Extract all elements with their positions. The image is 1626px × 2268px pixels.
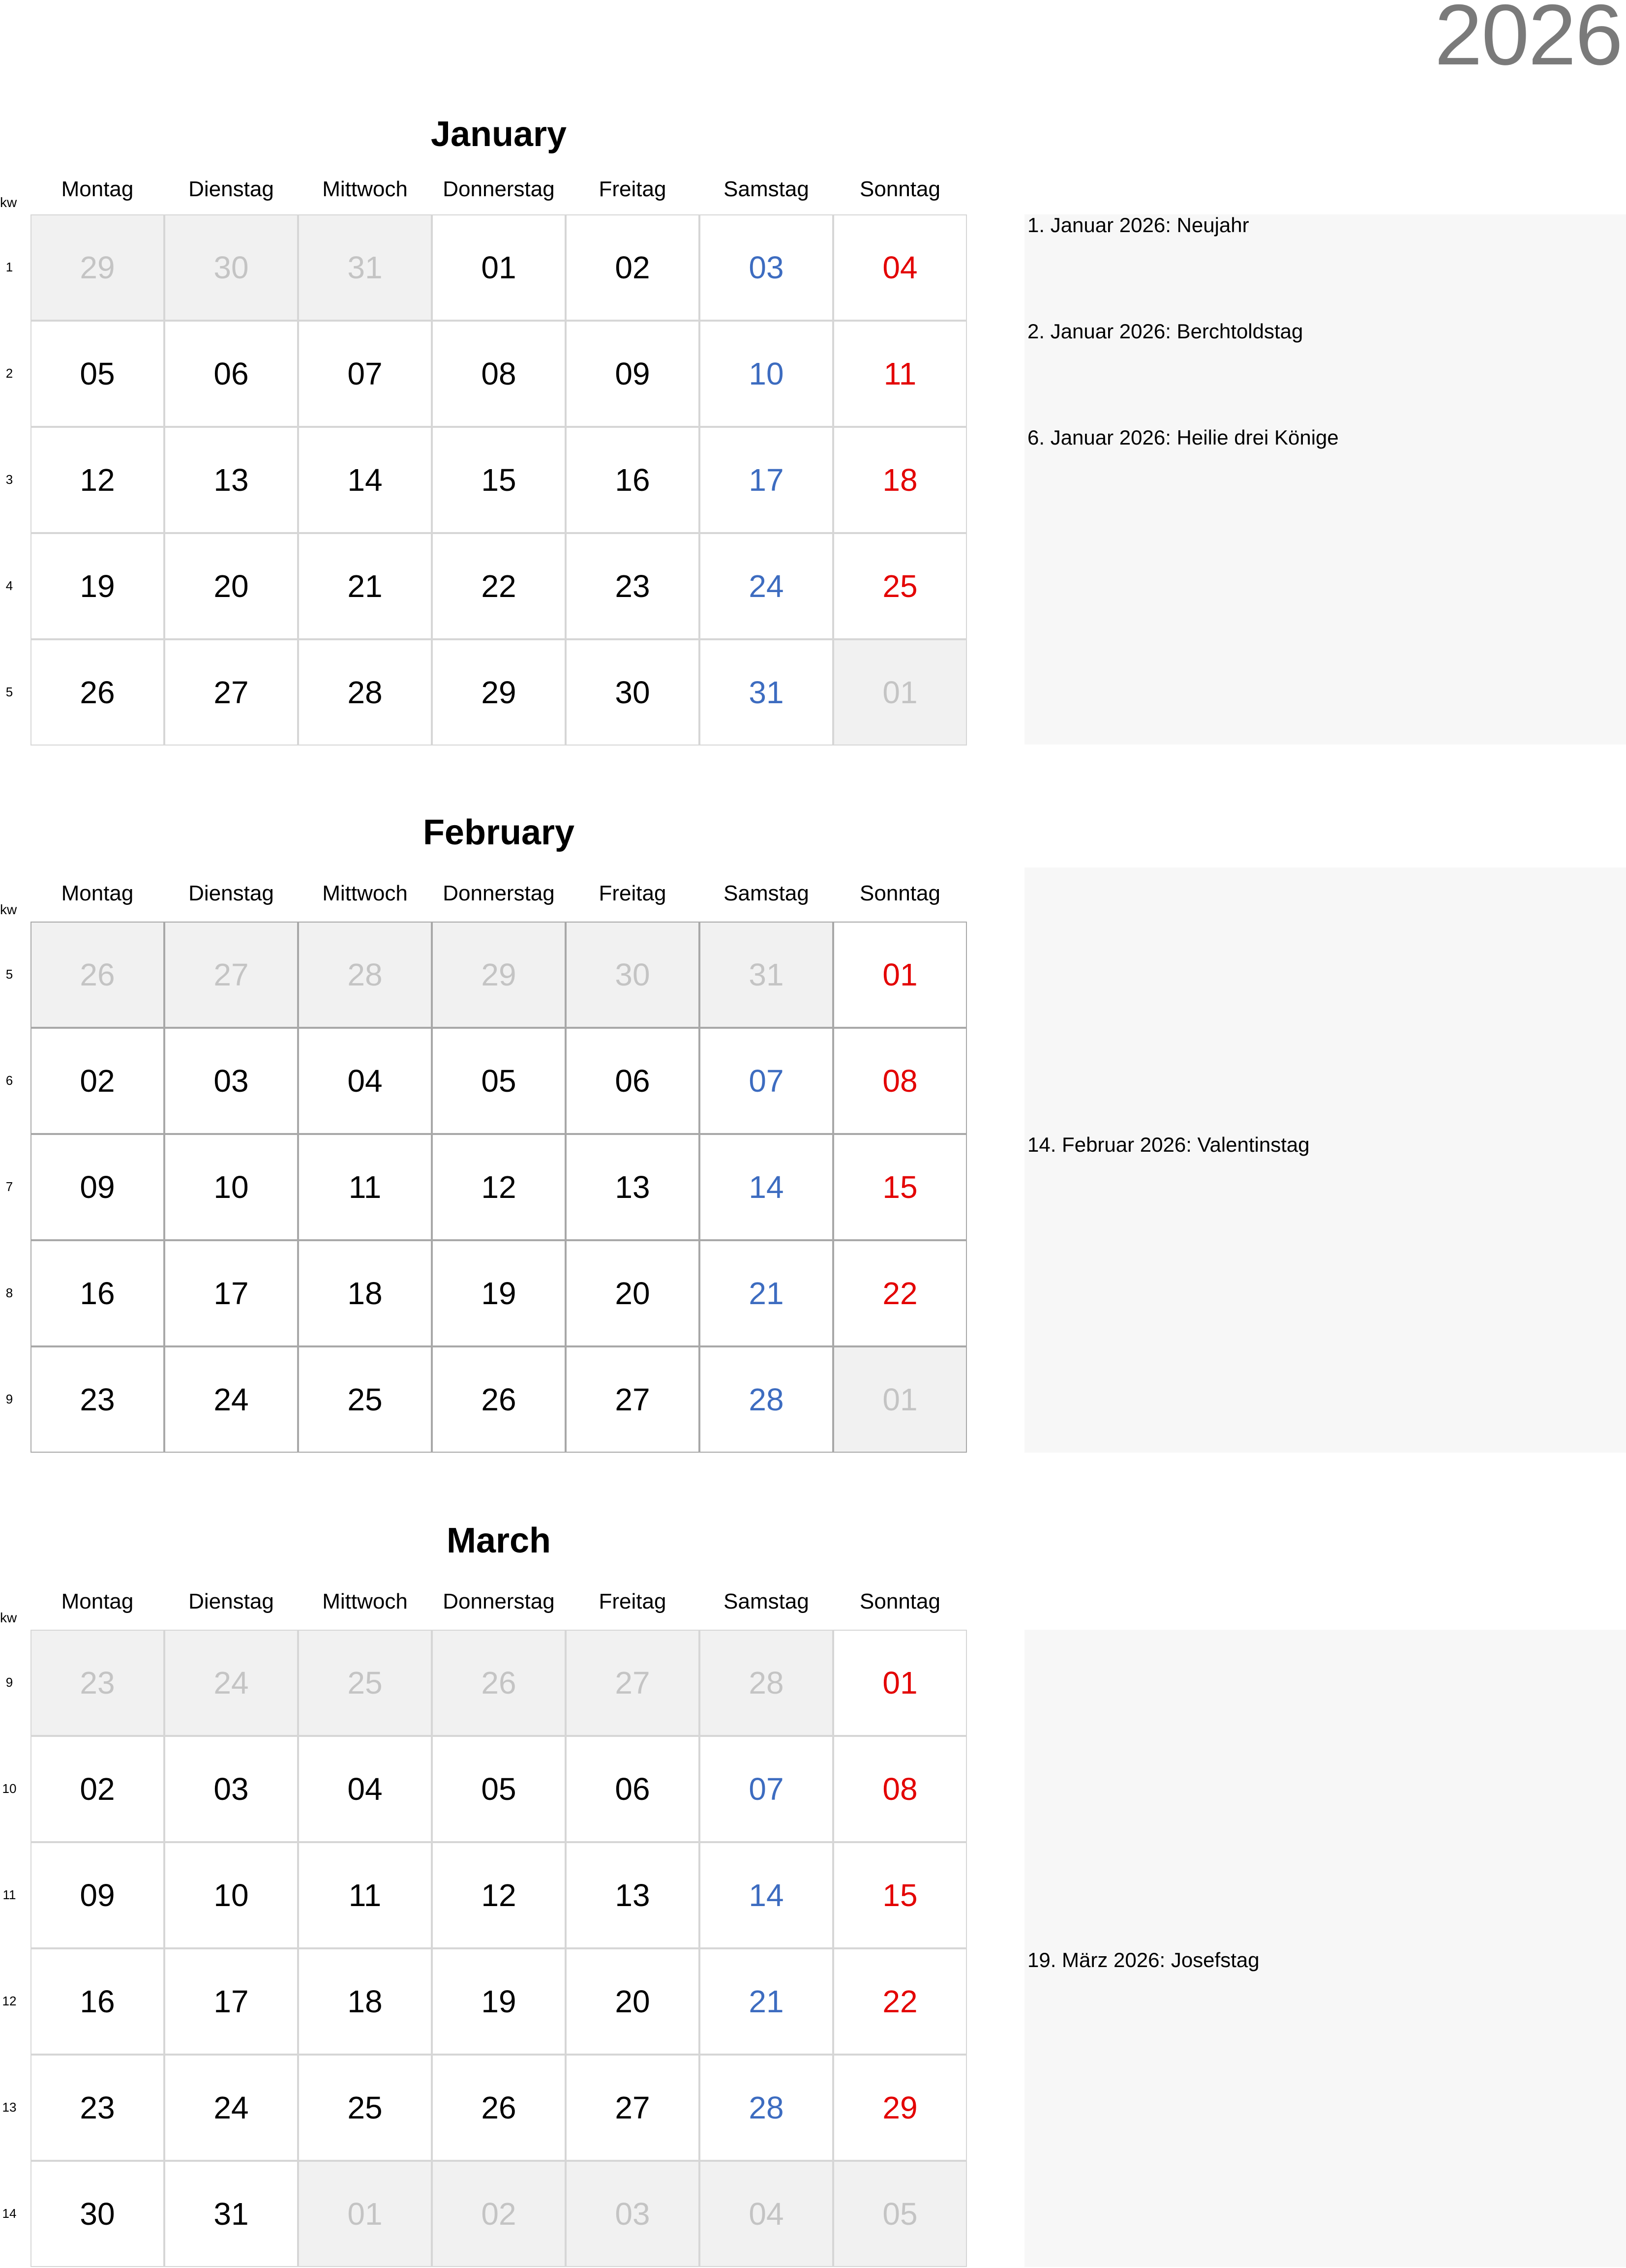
week-number: 1 (5, 260, 13, 274)
holiday-note: 19. März 2026: Josefstag (1027, 1948, 1260, 1971)
day-cell: 12 (30, 427, 164, 533)
day-cell: 16 (566, 427, 699, 533)
day-cell: 30 (164, 214, 298, 321)
day-cell: 25 (298, 1630, 432, 1736)
day-cell: 27 (164, 639, 298, 746)
week-number: 9 (5, 1392, 13, 1406)
holiday-note: 1. Januar 2026: Neujahr (1027, 213, 1249, 237)
day-cell: 30 (566, 639, 699, 746)
day-cell: 13 (566, 1842, 699, 1948)
day-cell: 25 (833, 533, 967, 639)
day-cell: 05 (30, 321, 164, 427)
day-cell: 10 (699, 321, 833, 427)
day-cell: 03 (699, 214, 833, 321)
day-cell: 20 (566, 1948, 699, 2055)
day-cell: 23 (30, 2055, 164, 2161)
day-cell: 18 (298, 1240, 432, 1346)
week-number: 11 (2, 1887, 16, 1902)
day-cell: 16 (30, 1240, 164, 1346)
day-cell: 17 (699, 427, 833, 533)
day-cell: 24 (164, 1346, 298, 1453)
day-cell: 11 (833, 321, 967, 427)
day-cell: 24 (164, 1630, 298, 1736)
holiday-note: 14. Februar 2026: Valentinstag (1027, 1133, 1310, 1156)
day-cell: 02 (566, 214, 699, 321)
day-cell: 31 (699, 922, 833, 1028)
day-cell: 26 (30, 639, 164, 746)
week-number: 9 (5, 1675, 13, 1690)
day-cell: 20 (566, 1240, 699, 1346)
day-cell: 05 (432, 1028, 566, 1134)
year-title: 2026 (1434, 0, 1622, 83)
holiday-note: 2. Januar 2026: Berchtoldstag (1027, 320, 1303, 343)
day-cell: 09 (30, 1134, 164, 1240)
day-cell: 29 (833, 2055, 967, 2161)
day-cell: 27 (566, 1346, 699, 1453)
day-cell: 03 (164, 1028, 298, 1134)
week-number: 7 (5, 1179, 13, 1194)
day-cell: 02 (30, 1736, 164, 1842)
day-cell: 21 (699, 1948, 833, 2055)
week-number: 13 (2, 2100, 17, 2115)
day-cell: 28 (699, 1346, 833, 1453)
day-cell: 22 (432, 533, 566, 639)
weekday-header: Freitag (599, 177, 666, 201)
week-number: 14 (2, 2206, 17, 2221)
day-cell: 04 (699, 2161, 833, 2267)
day-cell: 14 (699, 1134, 833, 1240)
day-cell: 17 (164, 1240, 298, 1346)
month-title: March (446, 1521, 551, 1560)
week-number: 8 (5, 1285, 13, 1300)
day-cell: 01 (298, 2161, 432, 2267)
weekday-header: Dienstag (188, 1589, 274, 1613)
weekday-header: Donnerstag (443, 1589, 555, 1613)
day-cell: 15 (833, 1134, 967, 1240)
day-cell: 24 (164, 2055, 298, 2161)
day-cell: 31 (699, 639, 833, 746)
weekday-header: Samstag (723, 881, 809, 905)
week-number: 2 (5, 366, 13, 381)
day-cell: 14 (298, 427, 432, 533)
day-cell: 29 (432, 639, 566, 746)
day-cell: 11 (298, 1842, 432, 1948)
day-cell: 21 (298, 533, 432, 639)
day-cell: 04 (298, 1736, 432, 1842)
day-cell: 24 (699, 533, 833, 639)
weekday-header: Montag (61, 881, 134, 905)
week-number-header: kw (0, 1610, 17, 1625)
day-cell: 02 (432, 2161, 566, 2267)
day-cell: 04 (298, 1028, 432, 1134)
day-cell: 18 (298, 1948, 432, 2055)
holiday-note: 6. Januar 2026: Heilie drei Könige (1027, 426, 1339, 449)
day-cell: 25 (298, 2055, 432, 2161)
day-cell: 28 (298, 639, 432, 746)
day-cell: 29 (432, 922, 566, 1028)
weekday-header: Dienstag (188, 177, 274, 201)
holiday-notes-panel (1024, 214, 1626, 745)
day-cell: 14 (699, 1842, 833, 1948)
weekday-header: Sonntag (860, 881, 940, 905)
day-cell: 22 (833, 1240, 967, 1346)
day-cell: 31 (164, 2161, 298, 2267)
day-cell: 01 (833, 639, 967, 746)
week-number: 10 (2, 1781, 17, 1796)
day-cell: 05 (833, 2161, 967, 2267)
weekday-header: Montag (61, 177, 134, 201)
day-cell: 23 (566, 533, 699, 639)
week-number-header: kw (0, 902, 17, 917)
week-number: 5 (5, 967, 13, 982)
weekday-header: Sonntag (860, 1589, 940, 1613)
weekday-header: Samstag (723, 1589, 809, 1613)
day-cell: 26 (432, 1630, 566, 1736)
day-cell: 19 (432, 1240, 566, 1346)
day-cell: 30 (566, 922, 699, 1028)
day-cell: 13 (164, 427, 298, 533)
day-cell: 11 (298, 1134, 432, 1240)
weekday-header: Montag (61, 1589, 134, 1613)
day-cell: 08 (432, 321, 566, 427)
day-cell: 27 (566, 2055, 699, 2161)
day-cell: 20 (164, 533, 298, 639)
day-cell: 19 (30, 533, 164, 639)
day-cell: 31 (298, 214, 432, 321)
weekday-header: Donnerstag (443, 881, 555, 905)
day-cell: 09 (566, 321, 699, 427)
day-cell: 07 (699, 1736, 833, 1842)
day-cell: 17 (164, 1948, 298, 2055)
week-number: 5 (5, 685, 13, 699)
day-cell: 01 (833, 922, 967, 1028)
weekday-header: Mittwoch (322, 881, 408, 905)
day-cell: 10 (164, 1134, 298, 1240)
week-number: 4 (5, 578, 13, 593)
day-cell: 28 (298, 922, 432, 1028)
day-cell: 23 (30, 1630, 164, 1736)
day-cell: 27 (164, 922, 298, 1028)
day-cell: 10 (164, 1842, 298, 1948)
weekday-header: Sonntag (860, 177, 940, 201)
day-cell: 29 (30, 214, 164, 321)
weekday-header: Freitag (599, 1589, 666, 1613)
week-number: 6 (5, 1073, 13, 1088)
day-cell: 21 (699, 1240, 833, 1346)
week-number: 12 (2, 1994, 17, 2008)
day-cell: 08 (833, 1736, 967, 1842)
weekday-header: Mittwoch (322, 177, 408, 201)
day-cell: 12 (432, 1842, 566, 1948)
day-cell: 15 (833, 1842, 967, 1948)
day-cell: 16 (30, 1948, 164, 2055)
weekday-header: Samstag (723, 177, 809, 201)
day-cell: 23 (30, 1346, 164, 1453)
day-cell: 02 (30, 1028, 164, 1134)
day-cell: 01 (833, 1630, 967, 1736)
day-cell: 22 (833, 1948, 967, 2055)
day-cell: 12 (432, 1134, 566, 1240)
day-cell: 06 (164, 321, 298, 427)
day-cell: 04 (833, 214, 967, 321)
day-cell: 06 (566, 1736, 699, 1842)
month-title: February (422, 813, 575, 852)
day-cell: 05 (432, 1736, 566, 1842)
day-cell: 28 (699, 2055, 833, 2161)
day-cell: 26 (432, 2055, 566, 2161)
weekday-header: Mittwoch (322, 1589, 408, 1613)
day-cell: 15 (432, 427, 566, 533)
day-cell: 09 (30, 1842, 164, 1948)
holiday-notes-panel (1024, 867, 1626, 1453)
day-cell: 03 (164, 1736, 298, 1842)
day-cell: 03 (566, 2161, 699, 2267)
week-number: 3 (5, 472, 13, 487)
day-cell: 01 (833, 1346, 967, 1453)
day-cell: 26 (432, 1346, 566, 1453)
month-title: January (430, 115, 567, 154)
day-cell: 01 (432, 214, 566, 321)
weekday-header: Freitag (599, 881, 666, 905)
weekday-header: Dienstag (188, 881, 274, 905)
day-cell: 07 (298, 321, 432, 427)
day-cell: 30 (30, 2161, 164, 2267)
week-number-header: kw (0, 195, 17, 210)
day-cell: 27 (566, 1630, 699, 1736)
day-cell: 28 (699, 1630, 833, 1736)
day-cell: 19 (432, 1948, 566, 2055)
weekday-header: Donnerstag (443, 177, 555, 201)
day-cell: 26 (30, 922, 164, 1028)
day-cell: 13 (566, 1134, 699, 1240)
day-cell: 07 (699, 1028, 833, 1134)
day-cell: 08 (833, 1028, 967, 1134)
day-cell: 18 (833, 427, 967, 533)
day-cell: 06 (566, 1028, 699, 1134)
day-cell: 25 (298, 1346, 432, 1453)
